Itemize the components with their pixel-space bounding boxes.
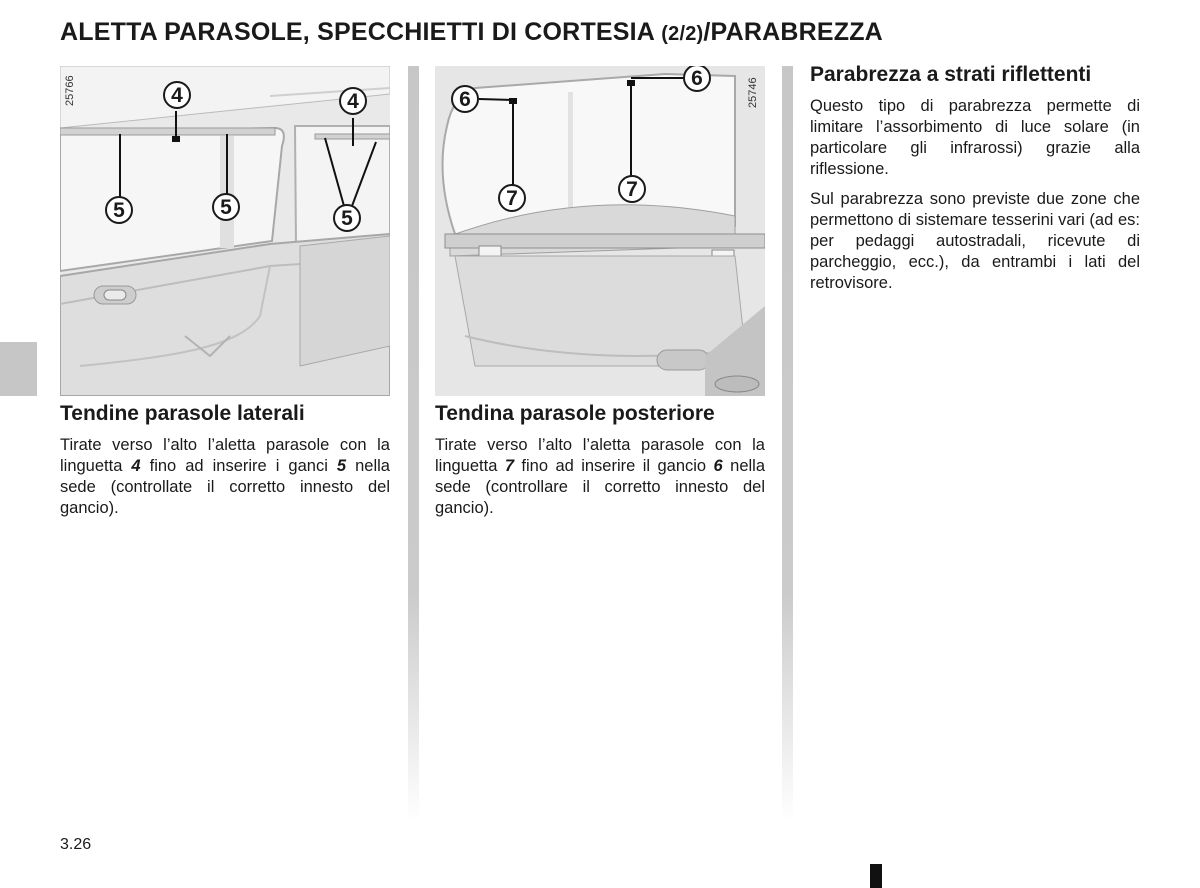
section-heading-rear-sunblind: Tendina parasole posteriore [435,402,715,425]
svg-text:6: 6 [459,88,471,111]
svg-text:6: 6 [691,67,703,90]
callout-5a [106,197,132,223]
section-tab [0,342,37,396]
svg-text:5: 5 [341,207,353,230]
paragraph: Questo tipo di parabrezza permette di limitare l’assorbimento di luce solare (in particolare gli infrarossi) grazie alla riflessione. [810,97,1140,178]
section-heading-windscreen: Parabrezza a strati riflettenti [810,63,1092,86]
paragraph: Tirate verso l’alto l’aletta parasole con la linguetta 4 fino ad inserire i ganci 5 nella sede (controllate il corretto innesto del gancio). [60,436,390,517]
page-title-main: ALETTA PARASOLE, SPECCHIETTI DI CORTESIA [60,18,662,46]
svg-text:7: 7 [626,178,638,201]
section-body-windscreen [810,96,1140,303]
section-body-rear-sunblind [435,435,765,528]
figure-code: 25746 [747,77,759,108]
column-divider-1 [408,66,419,822]
callout-6a [452,86,478,112]
print-mark [870,864,882,888]
figure-code: 25766 [64,75,76,106]
page-title [60,18,883,47]
svg-text:5: 5 [113,199,125,222]
page-title-part: (2/2) [661,23,704,45]
paragraph: Tirate verso l’alto l’aletta parasole con la linguetta 7 fino ad inserire il gancio 6 nella sede (controllare il corretto innesto del gancio). [435,436,765,517]
callout-4a [164,82,190,108]
callout-5b [213,194,239,220]
page-title-end: /PARABREZZA [703,18,883,46]
callout-4b [340,88,366,114]
page-number: 3.26 [60,836,92,853]
svg-text:7: 7 [506,187,518,210]
svg-text:4: 4 [171,84,183,107]
svg-text:5: 5 [220,196,232,219]
column-divider-2 [782,66,793,822]
figure-rear-sunblind [435,66,765,396]
section-body-side-sunblinds [60,435,390,528]
section-heading-side-sunblinds: Tendine parasole laterali [60,402,305,425]
svg-text:4: 4 [347,90,359,113]
callout-6b [684,66,710,91]
callout-5c [334,205,360,231]
figure-callouts [435,66,765,396]
callout-7b [619,176,645,202]
paragraph: Sul parabrezza sono previste due zone che permettono di sistemare tesserini vari (ad es: per pedaggi autostradali, ricevute di parcheggio, ecc.), da entrambi i lati del retrovisore. [810,190,1140,292]
figure-callouts [60,66,390,396]
callout-7a [499,185,525,211]
figure-side-sunblinds [60,66,390,396]
